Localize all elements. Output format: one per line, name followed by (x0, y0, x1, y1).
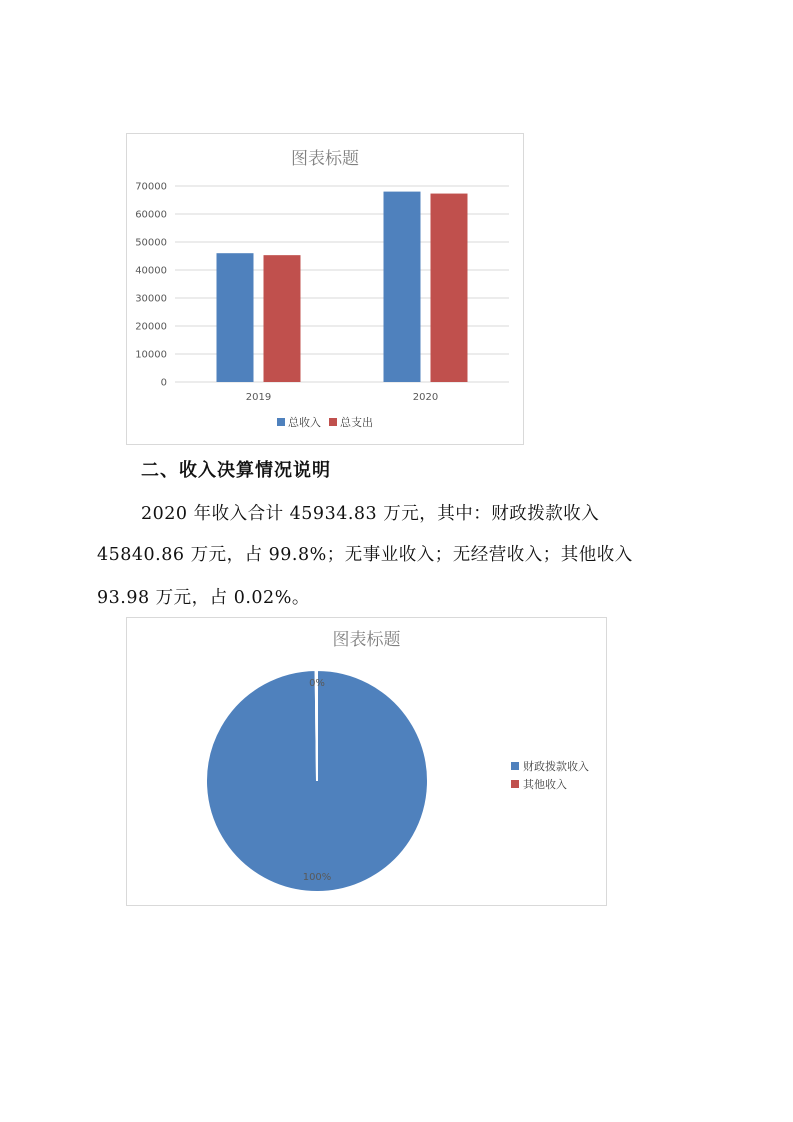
section-heading: 二、收入决算情况说明 (141, 460, 331, 481)
legend-label: 总支出 (340, 416, 373, 429)
data-label: 100% (302, 872, 332, 883)
y-tick-label: 0 (160, 377, 167, 389)
pie-chart (126, 617, 607, 906)
bar-总支出 (264, 255, 301, 382)
data-label: 0% (309, 678, 325, 689)
y-tick-label: 60000 (135, 209, 167, 221)
legend-swatch (329, 418, 337, 426)
x-tick-label: 2020 (412, 392, 439, 403)
y-tick-label: 10000 (135, 349, 167, 361)
chart-title: 图表标题 (332, 630, 401, 650)
y-tick-label: 30000 (135, 293, 167, 305)
bar-总收入 (384, 192, 421, 382)
legend-swatch (277, 418, 285, 426)
bar-总支出 (431, 194, 468, 382)
bar-chart (126, 133, 524, 445)
y-tick-label: 70000 (135, 181, 167, 193)
x-tick-label: 2019 (245, 392, 272, 403)
paragraph-line-2: 45840.86 万元，占 99.8%；无事业收入；无经营收入；其他收入 (97, 545, 633, 565)
y-tick-label: 20000 (135, 321, 167, 333)
pie-chart-svg (127, 618, 606, 905)
paragraph-line-3: 93.98 万元，占 0.02%。 (97, 588, 310, 608)
bar-总收入 (217, 253, 254, 382)
y-tick-label: 50000 (135, 237, 167, 249)
legend-label: 财政拨款收入 (523, 760, 589, 773)
paragraph-line-1: 2020 年收入合计 45934.83 万元，其中：财政拨款收入 (141, 504, 600, 524)
bar-chart-svg (127, 134, 523, 444)
legend-label: 总收入 (288, 416, 321, 429)
legend-swatch (511, 780, 519, 788)
chart-title: 图表标题 (291, 149, 359, 169)
y-tick-label: 40000 (135, 265, 167, 277)
legend-swatch (511, 762, 519, 770)
legend-label: 其他收入 (523, 778, 567, 791)
